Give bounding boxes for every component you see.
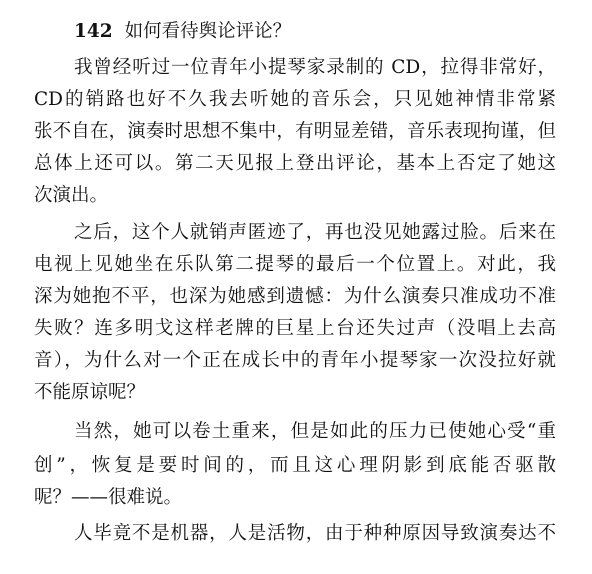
section-heading <box>74 20 291 44</box>
paragraph-2-line-5: 音），为什么对一个正在成长中的青年小提琴家一次没拉好就 <box>34 350 556 371</box>
paragraph-2-line-6: 不能原谅呢？ <box>34 382 146 403</box>
paragraph-2-line-1: 之后，这个人就销声匿迹了，再也没见她露过脸。后来在 <box>74 222 556 243</box>
paragraph-3-line-1: 当然，她可以卷土重来，但是如此的压力已使她心受“重 <box>74 421 556 442</box>
section-number: 142 <box>74 21 113 42</box>
paragraph-2-line-4: 失败？连多明戈这样老牌的巨星上台还失过声（没唱上去高 <box>34 318 556 339</box>
paragraph-4-line-1: 人毕竟不是机器，人是活物，由于种种原因导致演奏达不 <box>74 523 556 544</box>
paragraph-3-line-2: 创”，恢复是要时间的，而且这心理阴影到底能否驱散 <box>34 455 556 476</box>
paragraph-1-line-1: 我曾经听过一位青年小提琴家录制的 CD，拉得非常好， <box>74 57 556 78</box>
paragraph-2-line-3: 深为她抱不平，也深为她感到遗憾：为什么演奏只准成功不准 <box>34 286 556 307</box>
paragraph-3-line-3: 呢？——很难说。 <box>34 487 183 508</box>
paragraph-1-line-2: CD的销路也好不久我去听她的音乐会，只见她神情非常紧 <box>34 89 556 110</box>
paragraph-1-line-5: 次演出。 <box>34 185 109 206</box>
section-title: 如何看待舆论评论？ <box>124 21 292 42</box>
paragraph-1-line-4: 总体上还可以。第二天见报上登出评论，基本上否定了她这 <box>34 153 556 174</box>
paragraph-2-line-2: 电视上见她坐在乐队第二提琴的最后一个位置上。对此，我 <box>34 254 556 275</box>
paragraph-1-line-3: 张不自在，演奏时思想不集中，有明显差错，音乐表现拘谨，但 <box>34 121 556 142</box>
